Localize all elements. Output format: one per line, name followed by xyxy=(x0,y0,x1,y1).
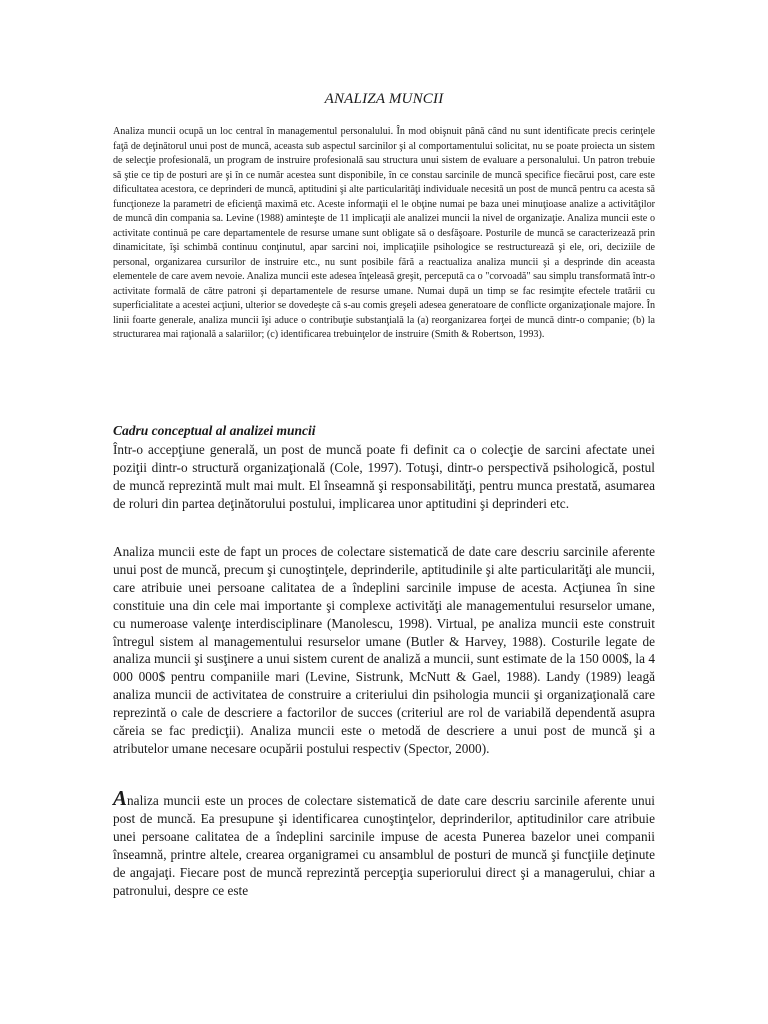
document-title: ANALIZA MUNCII xyxy=(324,91,444,107)
body-paragraph-2: Analiza muncii este de fapt un proces de colectare sistematică de date care descriu sarcinile aferente unui post de muncă, precum şi cunoştinţele, deprinderile, aptitudinile şi alte particularităţi ale muncii, care atribuie unei persoane calitatea de a îndeplini sarcinile impuse de acesta. Acţiunea în sine constituie una din cele mai importante şi complexe activităţi ale managementului resurselor umane, cu numeroase valenţe interdisciplinare (Manolescu, 1998). Virtual, pe analiza muncii este construit întregul sistem al managementului resurselor umane (Butler & Harvey, 1988). Costurile legate de analiza muncii şi susţinere a unui sistem curent de analiză a muncii, sunt estimate de la 150 000$, la 4 000 000$ pentru companiile mari (Levine, Sistrunk, McNutt & Gael, 1988). Landy (1989) leagă analiza muncii de activitatea de construire a criteriului din psihologia muncii şi organizaţională care reprezintă o cale de descriere a factorilor de succes (criteriul are rol de variabilă dependentă asupra căreia se fac predicţii). Analiza muncii este o metodă de descriere a unui post de muncă şi a atributelor umane necesare ocupării postului respectiv (Spector, 2000). xyxy=(113,544,655,756)
body-paragraph-1: Într-o accepţiune generală, un post de muncă poate fi definit ca o colecţie de sarcini afectate unei poziţii dintr-o structură organizaţională (Cole, 1997). Totuşi, dintr-o perspectivă psihologică, postul de muncă reprezintă mult mai mult. El înseamnă şi responsabilităţi, pentru munca prestată, asumarea de roluri din partea deţinătorului postului, implicarea unor aptitudini şi deprinderi etc. xyxy=(113,442,655,511)
section-heading: Cadru conceptual al analizei muncii xyxy=(113,423,316,438)
drop-cap-letter: A xyxy=(113,786,128,810)
body-paragraph-3-text: naliza muncii este un proces de colectare sistematică de date care descriu sarcinile aferente unui post de muncă. Ea presupune şi identificarea cunoştinţelor, deprinderilor, aptitudinilor care atribuie unei persoane calitatea de a îndeplini sarcinile impuse de acesta Punerea bazelor unei companii înseamnă, printre altele, crearea organigramei cu ansamblul de posturi de muncă şi funcţiile deţinute de angajaţi. Fiecare post de muncă reprezintă percepţia superiorului direct şi a managerului, chiar a patronului, despre ce este xyxy=(113,793,655,898)
body-paragraph-3 xyxy=(113,786,655,899)
intro-paragraph: Analiza muncii ocupă un loc central în managementul personalului. În mod obişnuit până când nu sunt identificate precis cerinţele faţă de deţinătorul unui post de muncă, aceasta sub aspectul sarcinilor şi al comportamentului solicitat, nu se poate proiecta un sistem de selecţie profesională, un program de instruire profesională sau structura unui sistem de evaluare a personalului. Un patron trebuie să ştie ce tip de posturi are şi în ce număr acestea sunt disponibile, în ce constau sarcinile de muncă specifice fiecărui post, care este dificultatea acestora, ce deprinderi de muncă, aptitudini şi alte particularităţi individuale necesită un post de muncă pentru ca acesta să funcţioneze la parametri de eficienţă maximă etc. Aceste informaţii el le obţine numai pe baza unei minuţioase analize a activităţilor de muncă din compania sa. Levine (1988) aminteşte de 11 implicaţii ale analizei muncii la nivel de organizaţie. Analiza muncii este o activitate continuă pe care departamentele de resurse umane sunt obligate să o desfăşoare. Posturile de muncă se caracterizează prin dinamicitate, îşi schimbă continuu conţinutul, apar sarcini noi, implicaţiile psihologice se restructurează şi ele, ori, deciziile de personal, organizarea cursurilor de instruire etc., nu sunt posibile fără a reactualiza analiza muncii şi a desprinde din aceasta elementele de care avem nevoie. Analiza muncii este adesea înţeleasă greşit, percepută ca o "corvoadă" sau simplu transformată într-o activitate formală de către patroni şi departamentele de resurse umane. Numai după un timp se fac resimţite efectele tratării cu superficialitate a acestei acţiuni, ulterior se dovedeşte că s-au comis greşeli adesea generatoare de conflicte organizaţionale majore. În linii foarte generale, analiza muncii îşi aduce o contribuţie substanţială la (a) reorganizarea forţei de muncă dintr-o companie; (b) la structurarea mai raţională a salariilor; (c) identificarea trebuinţelor de instruire (Smith & Robertson, 1993). xyxy=(113,126,655,340)
